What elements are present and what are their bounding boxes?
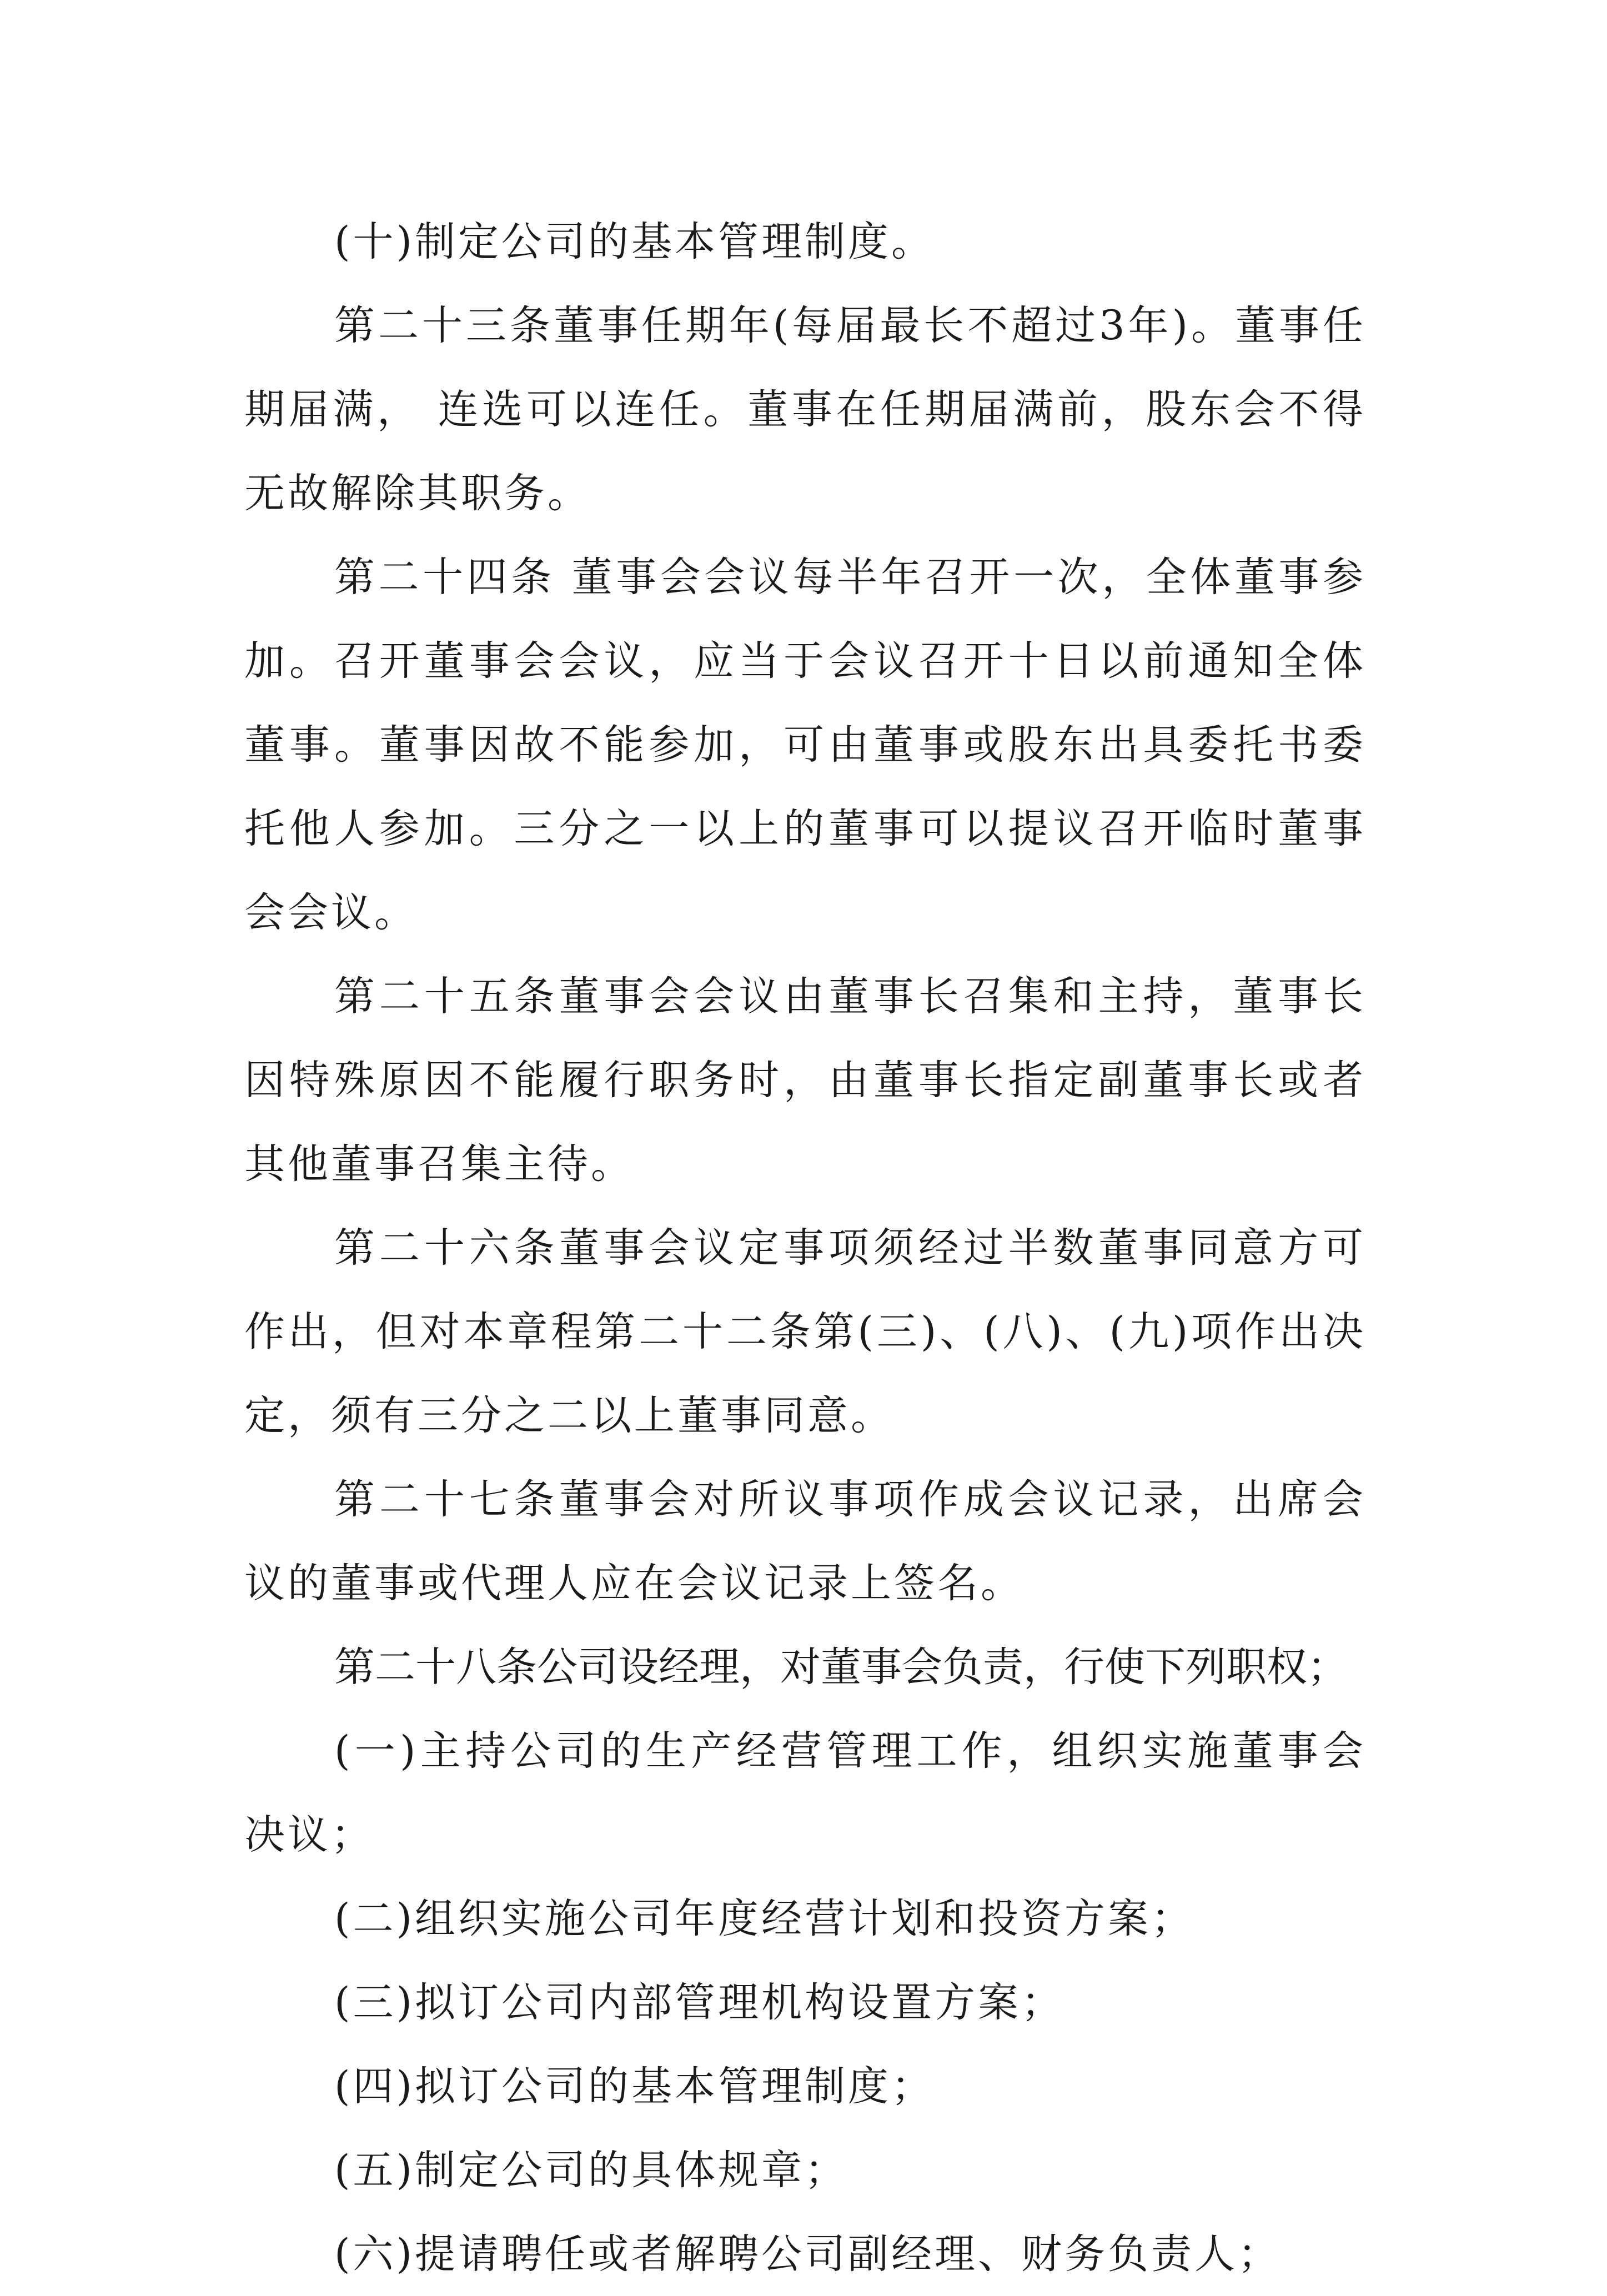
manager-duty-2: (二)组织实施公司年度经营计划和投资方案； [334, 1895, 1194, 1942]
article-26: 第二十六条董事会议定事项须经过半数董事同意方可作出，但对本章程第二十二条第(三)、(八)、(九)项作出决定，须有三分之二以上董事同意。 [244, 1224, 1366, 1439]
article-24: 第二十四条 董事会会议每半年召开一次，全体董事参加。召开董事会会议，应当于会议召开十日以前通知全体董事。董事因故不能参加，可由董事或股东出具委托书委托他人参加。三分之一以上的董事可以提议召开临时董事会会议。 [244, 554, 1366, 936]
paragraph-item-10: (十)制定公司的基本管理制度。 [334, 218, 935, 265]
manager-duty-6: (六)提请聘任或者解聘公司副经理、财务负责人； [334, 2230, 1281, 2278]
article-27: 第二十七条董事会对所议事项作成会议记录，出席会议的董事或代理人应在会议记录上签名。 [244, 1476, 1366, 1607]
document-body [244, 200, 1366, 2296]
manager-duty-4: (四)拟订公司的基本管理制度； [334, 2063, 935, 2110]
manager-duty-5: (五)制定公司的具体规章； [334, 2147, 848, 2194]
article-28: 第二十八条公司设经理，对董事会负责，行使下列职权； [334, 1644, 1348, 1691]
manager-duty-3: (三)拟订公司内部管理机构设置方案； [334, 1979, 1064, 2026]
article-23: 第二十三条董事任期年(每届最长不超过3年)。董事任期届满， 连选可以连任。董事在任期届满前，股东会不得无故解除其职务。 [244, 302, 1366, 517]
manager-duty-1: (一)主持公司的生产经营管理工作，组织实施董事会决议； [244, 1727, 1366, 1858]
article-25: 第二十五条董事会会议由董事长召集和主持，董事长因特殊原因不能履行职务时，由董事长指定副董事长或者其他董事召集主待。 [244, 973, 1366, 1188]
